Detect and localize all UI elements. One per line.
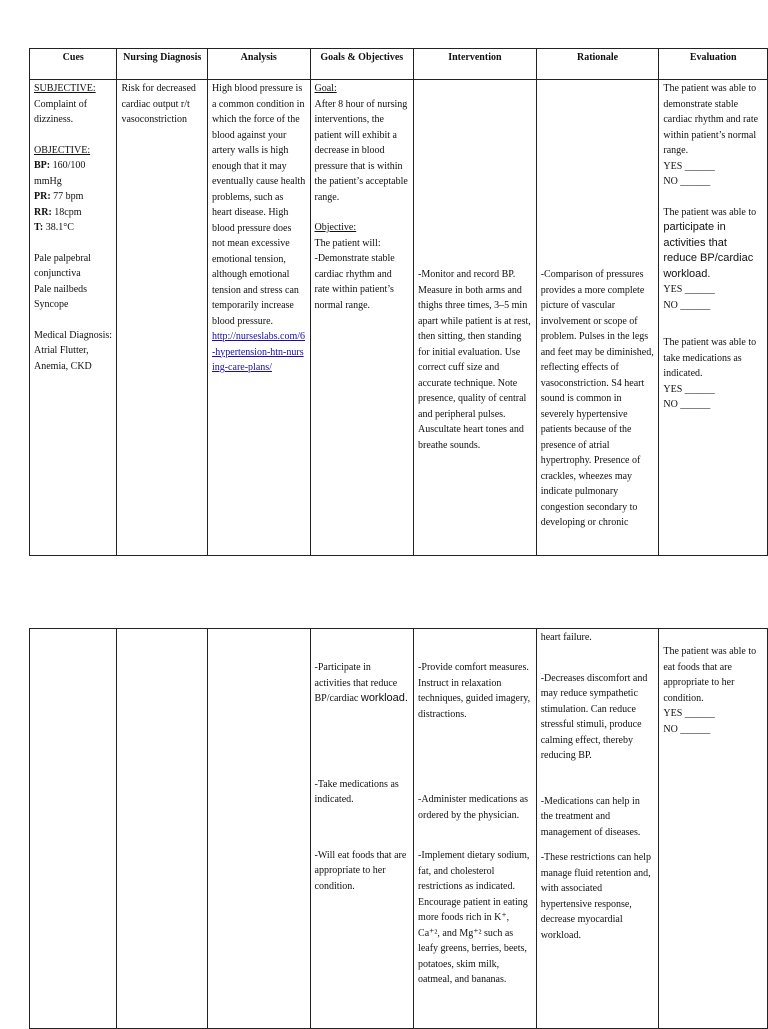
objective-intro: The patient will: <box>314 237 381 249</box>
header-nursing-diagnosis: Nursing Diagnosis <box>117 49 207 80</box>
header-goals-objectives: Goals & Objectives <box>310 49 414 80</box>
goal-heading: Goal: <box>314 83 337 94</box>
care-plan-row <box>30 80 768 556</box>
vital-temp: T: 38.1°C <box>34 222 74 233</box>
goal-4: -Will eat foods that are appropriate to her condition. <box>314 849 407 892</box>
rationale-2: -Decreases discomfort and may reduce sympathetic stimulation. Can reduce stressful stimuli, produce calming effect, thereby reducing BP. <box>540 672 648 761</box>
evaluation-4: The patient was able to eat foods that are appropriate to her condition. <box>663 646 757 704</box>
evaluation-2-no: NO ______ <box>663 299 711 311</box>
intervention-2: -Provide comfort measures. Instruct in relaxation techniques, guided imagery, distractions. <box>418 662 531 720</box>
objective-heading: OBJECTIVE: <box>34 144 91 156</box>
evaluation-1-no: NO ______ <box>663 176 711 187</box>
intervention-1: -Monitor and record BP. Measure in both arms and thighs three times, 3–5 min apart while patient is at rest, then sitting, then standing for initial evaluation. Use correct cuff size and accurate technique. Note presence, quality of central and peripheral pulses. Auscultate heart tones and breathe sounds. <box>418 269 531 451</box>
objective-1: -Demonstrate stable cardiac rhythm and rate within patient’s normal range. <box>314 253 395 311</box>
header-cues: Cues <box>30 49 117 80</box>
evaluation-2-yes: YES ______ <box>663 284 715 295</box>
intervention-cell-cont <box>414 629 537 1029</box>
header-rationale: Rationale <box>536 49 659 80</box>
analysis-text: High blood pressure is a common condition in which the force of the blood against your artery walls is high enough that it may eventually cause health problems, such as heart disease. High blood pressure does not mean excessive emotional tension, although emotional tension and stress can temporarily increase blood pressure. <box>211 83 306 327</box>
vital-rr: RR: 18cpm <box>34 206 82 218</box>
goal-3: -Take medications as indicated. <box>314 778 399 805</box>
finding-syncope: Syncope <box>34 299 69 310</box>
header-analysis: Analysis <box>207 49 310 80</box>
nursing-diagnosis-text: Risk for decreased cardiac output r/t vasoconstriction <box>121 83 196 125</box>
cues-cell <box>30 80 117 556</box>
vital-pr: PR: 77 bpm <box>34 191 84 202</box>
intervention-4: -Implement dietary sodium, fat, and cholesterol restrictions as indicated. Encourage patient in eating more foods rich in K⁺, Ca⁺², and Mg⁺² such as leafy greens, berries, beets, potatoes, skim milk, oatmeal, and bananas. <box>418 850 530 985</box>
rationale-cell <box>536 80 659 556</box>
goal-text: After 8 hour of nursing interventions, the patient will exhibit a decrease in blood pressure that is within the patient’s acceptable range. <box>314 98 408 203</box>
goals-objectives-cell <box>310 80 414 556</box>
header-row <box>30 49 768 80</box>
analysis-reference-link[interactable]: http://nurseslabs.com/6-hypertension-htn-nursing-care-plans/ <box>211 331 305 373</box>
rationale-1-cont: heart failure. <box>540 632 592 643</box>
rationale-cell-cont <box>536 629 659 1029</box>
nursing-diagnosis-cell-cont <box>117 629 207 1029</box>
evaluation-3-yes: YES ______ <box>663 383 715 395</box>
rationale-4: -These restrictions can help manage fluid retention and, with associated hypertensive response, decrease myocardial workload. <box>540 852 651 941</box>
vital-bp: BP: 160/100 mmHg <box>34 160 86 187</box>
care-plan-row-continued <box>30 629 768 1029</box>
intervention-3: -Administer medications as ordered by the physician. <box>418 794 529 821</box>
evaluation-cell-cont <box>659 629 768 1029</box>
evaluation-3-no: NO ______ <box>663 399 711 410</box>
goal-2: -Participate in activities that reduce BP/cardiac workload. <box>314 662 408 704</box>
finding-pale-nailbeds: Pale nailbeds <box>34 283 88 295</box>
header-intervention: Intervention <box>414 49 537 80</box>
care-plan-table-page-2 <box>29 628 768 1029</box>
evaluation-1-yes: YES ______ <box>663 160 715 172</box>
care-plan-table-page-1 <box>29 48 768 556</box>
rationale-1: -Comparison of pressures provides a more complete picture of vascular involvement or scope of problem. Pulses in the legs and feet may be diminished, reflecting effects of vasoconstriction. S4 heart sound is common in severely hypertensive patients because of the presence of atrial hypertrophy. Presence of crackles, wheezes may indicate pulmonary congestion secondary to developing or chronic <box>540 269 654 528</box>
header-evaluation: Evaluation <box>659 49 768 80</box>
evaluation-cell <box>659 80 768 556</box>
evaluation-4-yes: YES ______ <box>663 708 715 719</box>
analysis-cell <box>207 80 310 556</box>
goals-objectives-cell-cont <box>310 629 414 1029</box>
objective-heading: Objective: <box>314 222 357 233</box>
rationale-3: -Medications can help in the treatment and management of diseases. <box>540 795 641 838</box>
subjective-heading: SUBJECTIVE: <box>34 83 96 94</box>
nursing-diagnosis-cell <box>117 80 207 556</box>
cues-cell-cont <box>30 629 117 1029</box>
intervention-cell <box>414 80 537 556</box>
subjective-text: Complaint of dizziness. <box>34 98 88 125</box>
evaluation-4-no: NO ______ <box>663 723 711 735</box>
finding-pale-conjunctiva: Pale palpebral conjunctiva <box>34 252 91 279</box>
evaluation-2: The patient was able to participate in activities that reduce BP/cardiac workload. <box>663 206 757 280</box>
analysis-cell-cont <box>207 629 310 1029</box>
medical-diagnosis-label: Medical Diagnosis: <box>34 329 113 341</box>
evaluation-1: The patient was able to demonstrate stable cardiac rhythm and rate within patient’s normal range. <box>663 83 759 156</box>
medical-diagnosis: Atrial Flutter, Anemia, CKD <box>34 345 92 372</box>
evaluation-3: The patient was able to take medications as indicated. <box>663 337 757 379</box>
